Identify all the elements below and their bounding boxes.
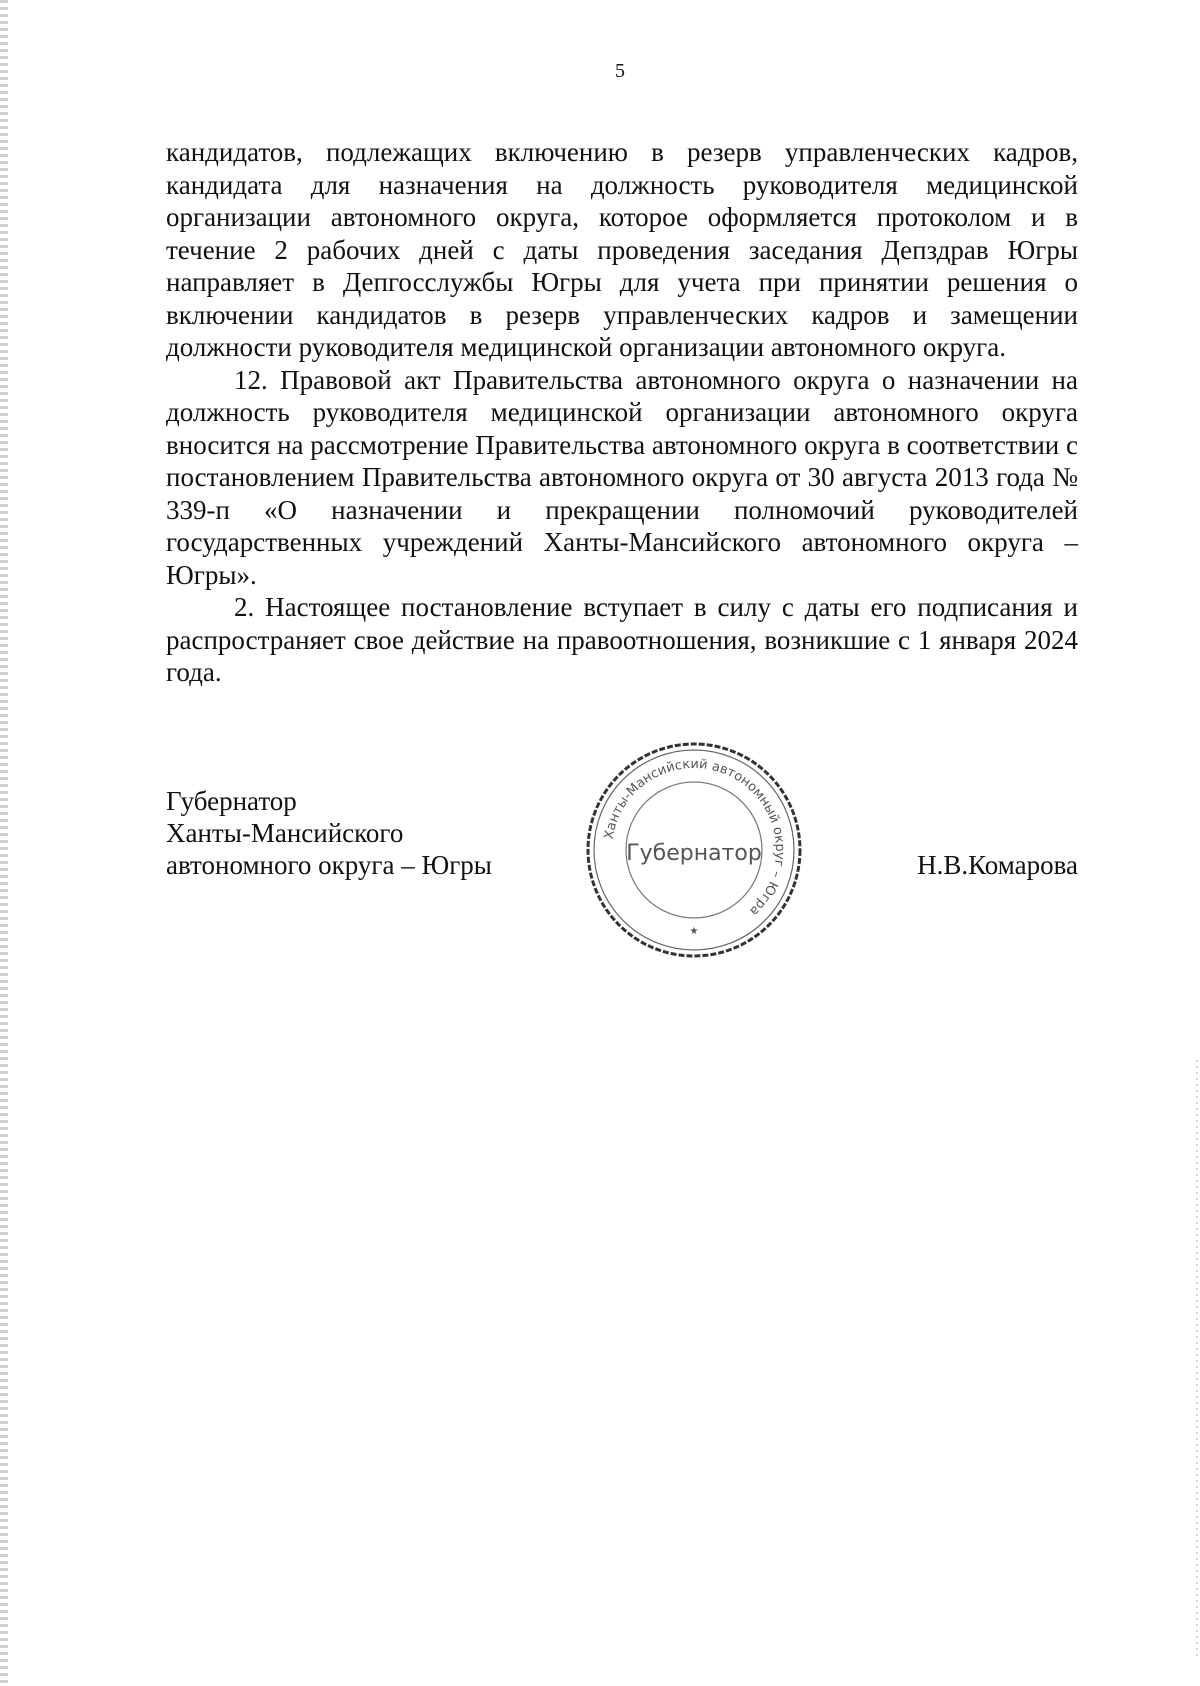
seal-star-icon: ★ — [689, 926, 699, 937]
seal-center-text: Губернатор — [626, 841, 762, 866]
page-number: 5 — [615, 60, 625, 82]
signer-position-line: Губернатор — [166, 786, 297, 816]
scan-edge-right — [1196, 1060, 1198, 1660]
signer-position — [166, 785, 492, 881]
seal-ring-text: Ханты-Мансийский автономный округ – Югра — [601, 756, 788, 919]
paragraph-item-12: 12. Правовой акт Правительства автономного округа о назначении на должность руководителя медицинской организации автономного округа вносится на рассмотрение Правительства автономного округа в соответствии с постановлением Правительства автономного округа от 30 августа 2013 года № 339-п «О назначении и прекращении полномочий руководителей государственных учреждений Ханты-Мансийского автономного округа – Югры». — [166, 364, 1078, 590]
paragraph-item-2: 2. Настоящее постановление вступает в силу с даты его подписания и распространяет свое действие на правоотношения, возникшие с 1 января 2024 года. — [166, 592, 1078, 687]
scan-edge-left — [0, 0, 8, 1686]
paragraph-continuation: кандидатов, подлежащих включению в резерв управленческих кадров, кандидата для назначения на должность руководителя медицинской организации автономного округа, которое оформляется протоколом и в течение 2 рабочих дней с даты проведения заседания Депздрав Югры направляет в Депгосслужбы Югры для учета при принятии решения о включении кандидатов в резерв управленческих кадров и замещении должности руководителя медицинской организации автономного округа. — [166, 137, 1078, 362]
seal-graphic — [582, 738, 806, 962]
official-seal — [582, 738, 806, 962]
signer-position-line: автономного округа – Югры — [166, 850, 492, 880]
signer-name: Н.В.Комарова — [917, 850, 1078, 880]
document-body — [166, 136, 1078, 689]
signer-position-line: Ханты-Мансийского — [166, 818, 404, 848]
